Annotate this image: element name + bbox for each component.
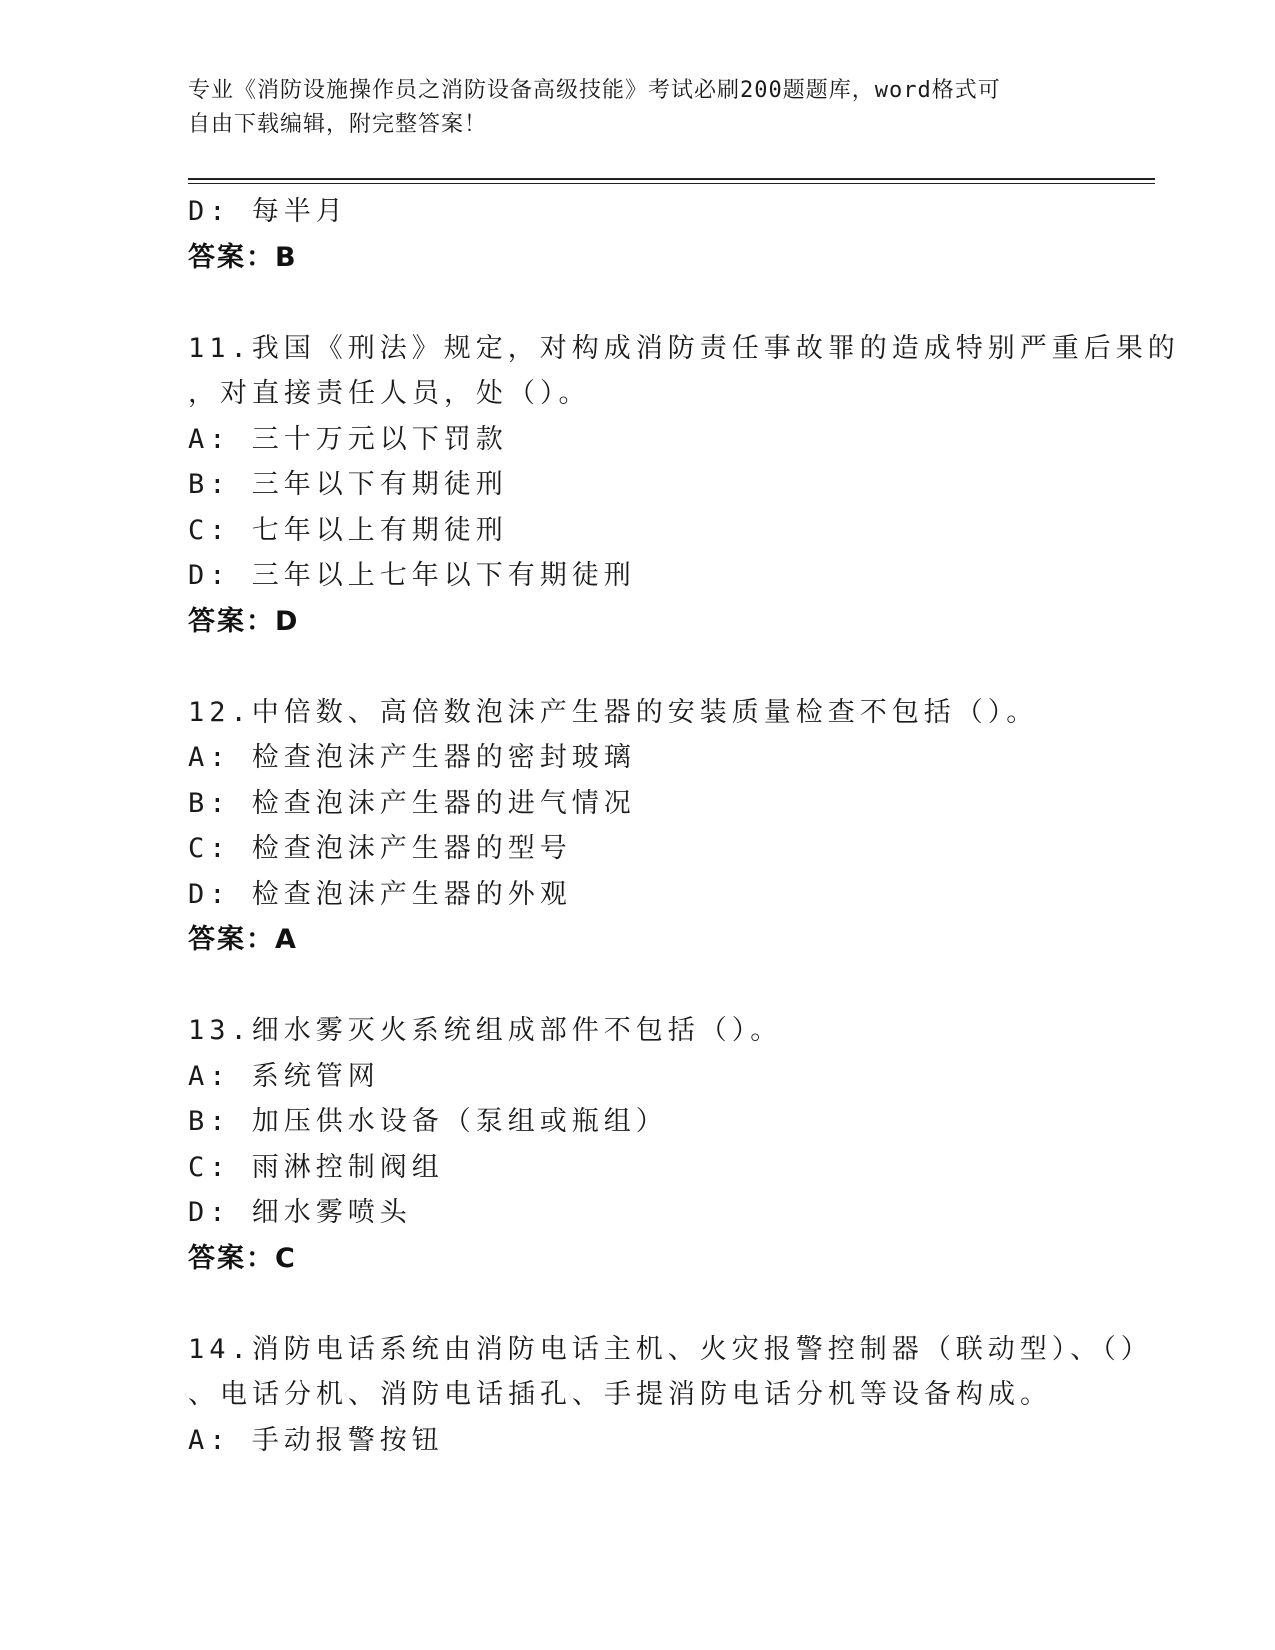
answer-line: 答案：B [188,241,298,273]
question-12 [188,690,1148,963]
page-header [188,74,1088,142]
spacer [188,1281,1148,1327]
option-d: D: 每半月 [188,196,348,227]
answer-line: 答案：C [188,1242,297,1274]
header-divider-thick [188,178,1155,180]
question-10-tail [188,189,1148,280]
option-b: B: 加压供水设备（泵组或瓶组） [188,1106,668,1137]
question-14 [188,1327,1153,1464]
option-d: D: 三年以上七年以下有期徒刑 [188,560,636,591]
question-13 [188,1008,1148,1281]
option-c: C: 检查泡沫产生器的型号 [188,833,572,864]
option-c: C: 七年以上有期徒刑 [188,514,508,546]
option-a: A: 三十万元以下罚款 [188,423,508,455]
option-c: C: 雨淋控制阀组 [188,1151,444,1183]
option-a: A: 检查泡沫产生器的密封玻璃 [188,742,636,773]
question-stem-line-1: 11.我国《刑法》规定，对构成消防责任事故罪的造成特别严重后果的 [188,332,1180,364]
question-stem-line-1: 14.消防电话系统由消防电话主机、火灾报警控制器（联动型）、（） [188,1333,1153,1365]
option-d: D: 检查泡沫产生器的外观 [188,878,572,910]
question-list [188,189,1180,1463]
spacer [188,963,1148,1009]
option-a: A: 系统管网 [188,1060,380,1092]
option-b: B: 检查泡沫产生器的进气情况 [188,787,636,819]
question-stem-line-2: ，对直接责任人员，处（）。 [188,378,591,409]
spacer [188,644,1148,690]
answer-line: 答案：A [188,924,298,955]
option-a: A: 手动报警按钮 [188,1424,444,1456]
option-b: B: 三年以下有期徒刑 [188,469,508,500]
header-title-line-1: 专业《消防设施操作员之消防设备高级技能》考试必刷200题题库，word格式可 [188,78,1001,103]
option-d: D: 细水雾喷头 [188,1197,412,1228]
question-11 [188,326,1180,645]
header-divider-thin [188,183,1155,184]
question-stem-line-1: 13.细水雾灭火系统组成部件不包括（）。 [188,1015,783,1046]
question-stem-line-2: 、电话分机、消防电话插孔、手提消防电话分机等设备构成。 [188,1379,1052,1410]
spacer [188,280,1148,326]
question-stem-line-1: 12.中倍数、高倍数泡沫产生器的安装质量检查不包括（）。 [188,696,1039,728]
answer-line: 答案：D [188,605,300,637]
header-title-line-2: 自由下载编辑，附完整答案！ [188,112,488,137]
